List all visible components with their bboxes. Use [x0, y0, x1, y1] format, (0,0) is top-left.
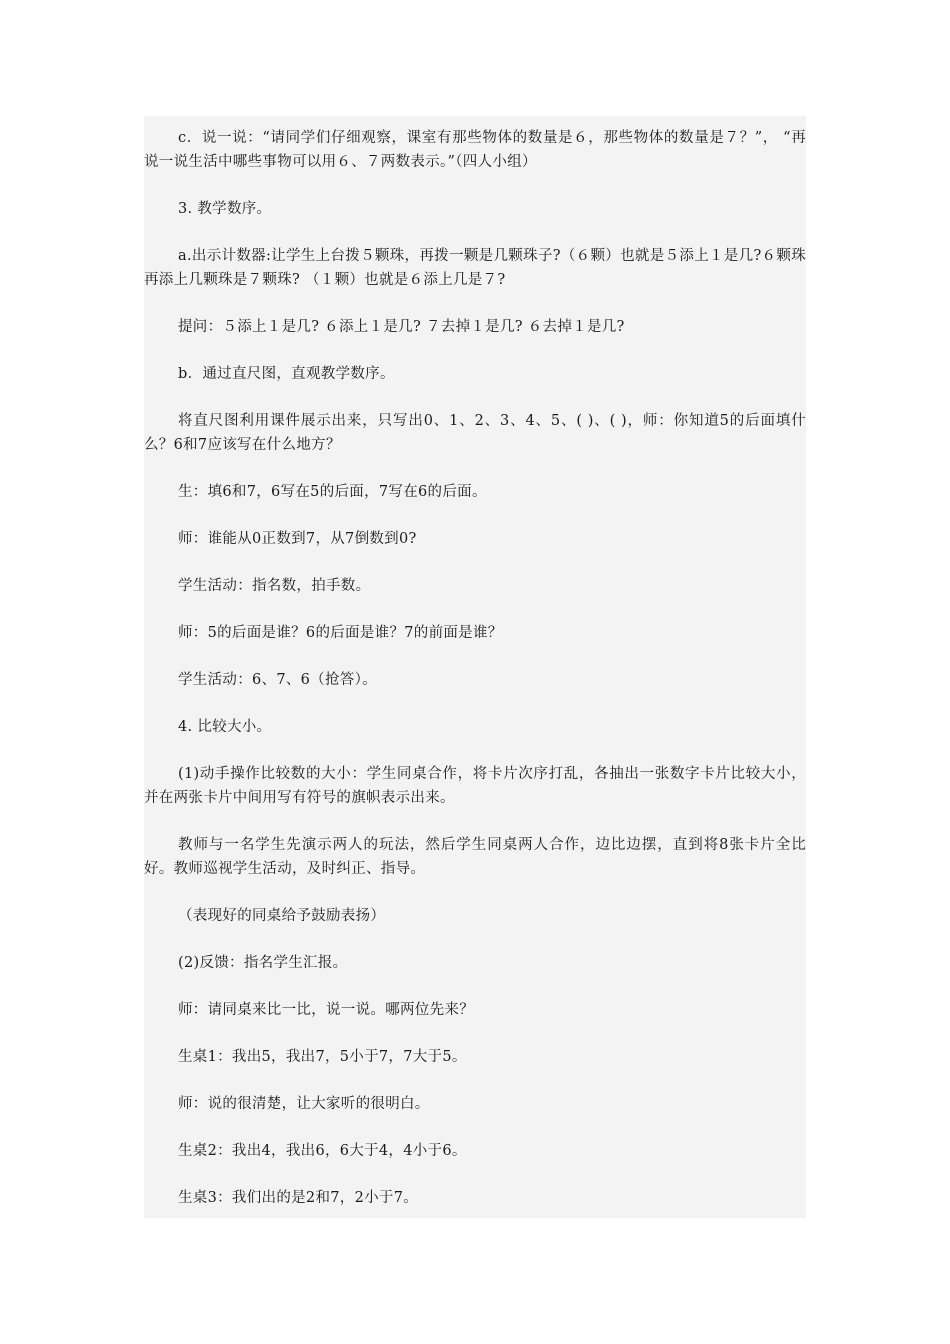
paragraph-hands-on: (1)动手操作比较数的大小：学生同桌合作，将卡片次序打乱，各抽出一张数字卡片比较大小，并在两张卡片中间用写有符号的旗帜表示出来。 [144, 766, 806, 806]
paragraph-praise: （表现好的同桌给予鼓励表扬） [178, 908, 386, 924]
heading-number-order: 3. 教学数序。 [178, 201, 272, 217]
paragraph-teacher-order: 师：5的后面是谁？6的后面是谁？7的前面是谁？ [178, 625, 503, 641]
paragraph-desk-3: 生桌3：我们出的是2和7，2小于7。 [178, 1190, 419, 1206]
paragraph-ruler-display: 将直尺图利用课件展示出来，只写出0、1、2、3、4、5、( )、( )，师：你知道5的后面填什么？6和7应该写在什么地方？ [144, 413, 806, 453]
heading-compare: 4. 比较大小。 [178, 719, 272, 735]
paragraph-teacher-count: 师：谁能从0正数到7，从7倒数到0? [178, 531, 417, 547]
paragraph-desk-2: 生桌2：我出4，我出6，6大于4，4小于6。 [178, 1143, 467, 1159]
paragraph-student-answer: 生：填6和7，6写在5的后面，7写在6的后面。 [178, 484, 487, 500]
paragraph-activity-count: 学生活动：指名数，拍手数。 [178, 578, 371, 594]
paragraph-say: c．说一说：“请同学们仔细观察，课室有那些物体的数量是６，那些物体的数量是７？”， “再说一说生活中哪些事物可以用６、７两数表示。”（四人小组） [144, 130, 806, 170]
paragraph-demo: 教师与一名学生先演示两人的玩法，然后学生同桌两人合作，边比边摆，直到将8张卡片全比好。教师巡视学生活动，及时纠正、指导。 [144, 837, 806, 877]
paragraph-feedback: (2)反馈：指名学生汇报。 [178, 955, 348, 971]
paragraph-counter: a.出示计数器:让学生上台拨５颗珠，再拨一颗是几颗珠子?（６颗）也就是５添上１是几?６颗珠再添上几颗珠是７颗珠? （１颗）也就是６添上几是７? [144, 248, 806, 288]
document-content [144, 116, 806, 1218]
paragraph-teacher-praise: 师：说的很清楚，让大家听的很明白。 [178, 1096, 430, 1112]
paragraph-desk-1: 生桌1：我出5，我出7，5小于7，7大于5。 [178, 1049, 467, 1065]
paragraph-activity-answer: 学生活动：6、7、6（抢答）。 [178, 672, 377, 688]
paragraph-ruler-intro: b．通过直尺图，直观教学数序。 [178, 366, 395, 382]
paragraph-question: 提问：５添上１是几? ６添上１是几? ７去掉１是几? ６去掉１是几? [178, 319, 625, 335]
paragraph-teacher-invite: 师：请同桌来比一比，说一说。哪两位先来？ [178, 1002, 474, 1018]
